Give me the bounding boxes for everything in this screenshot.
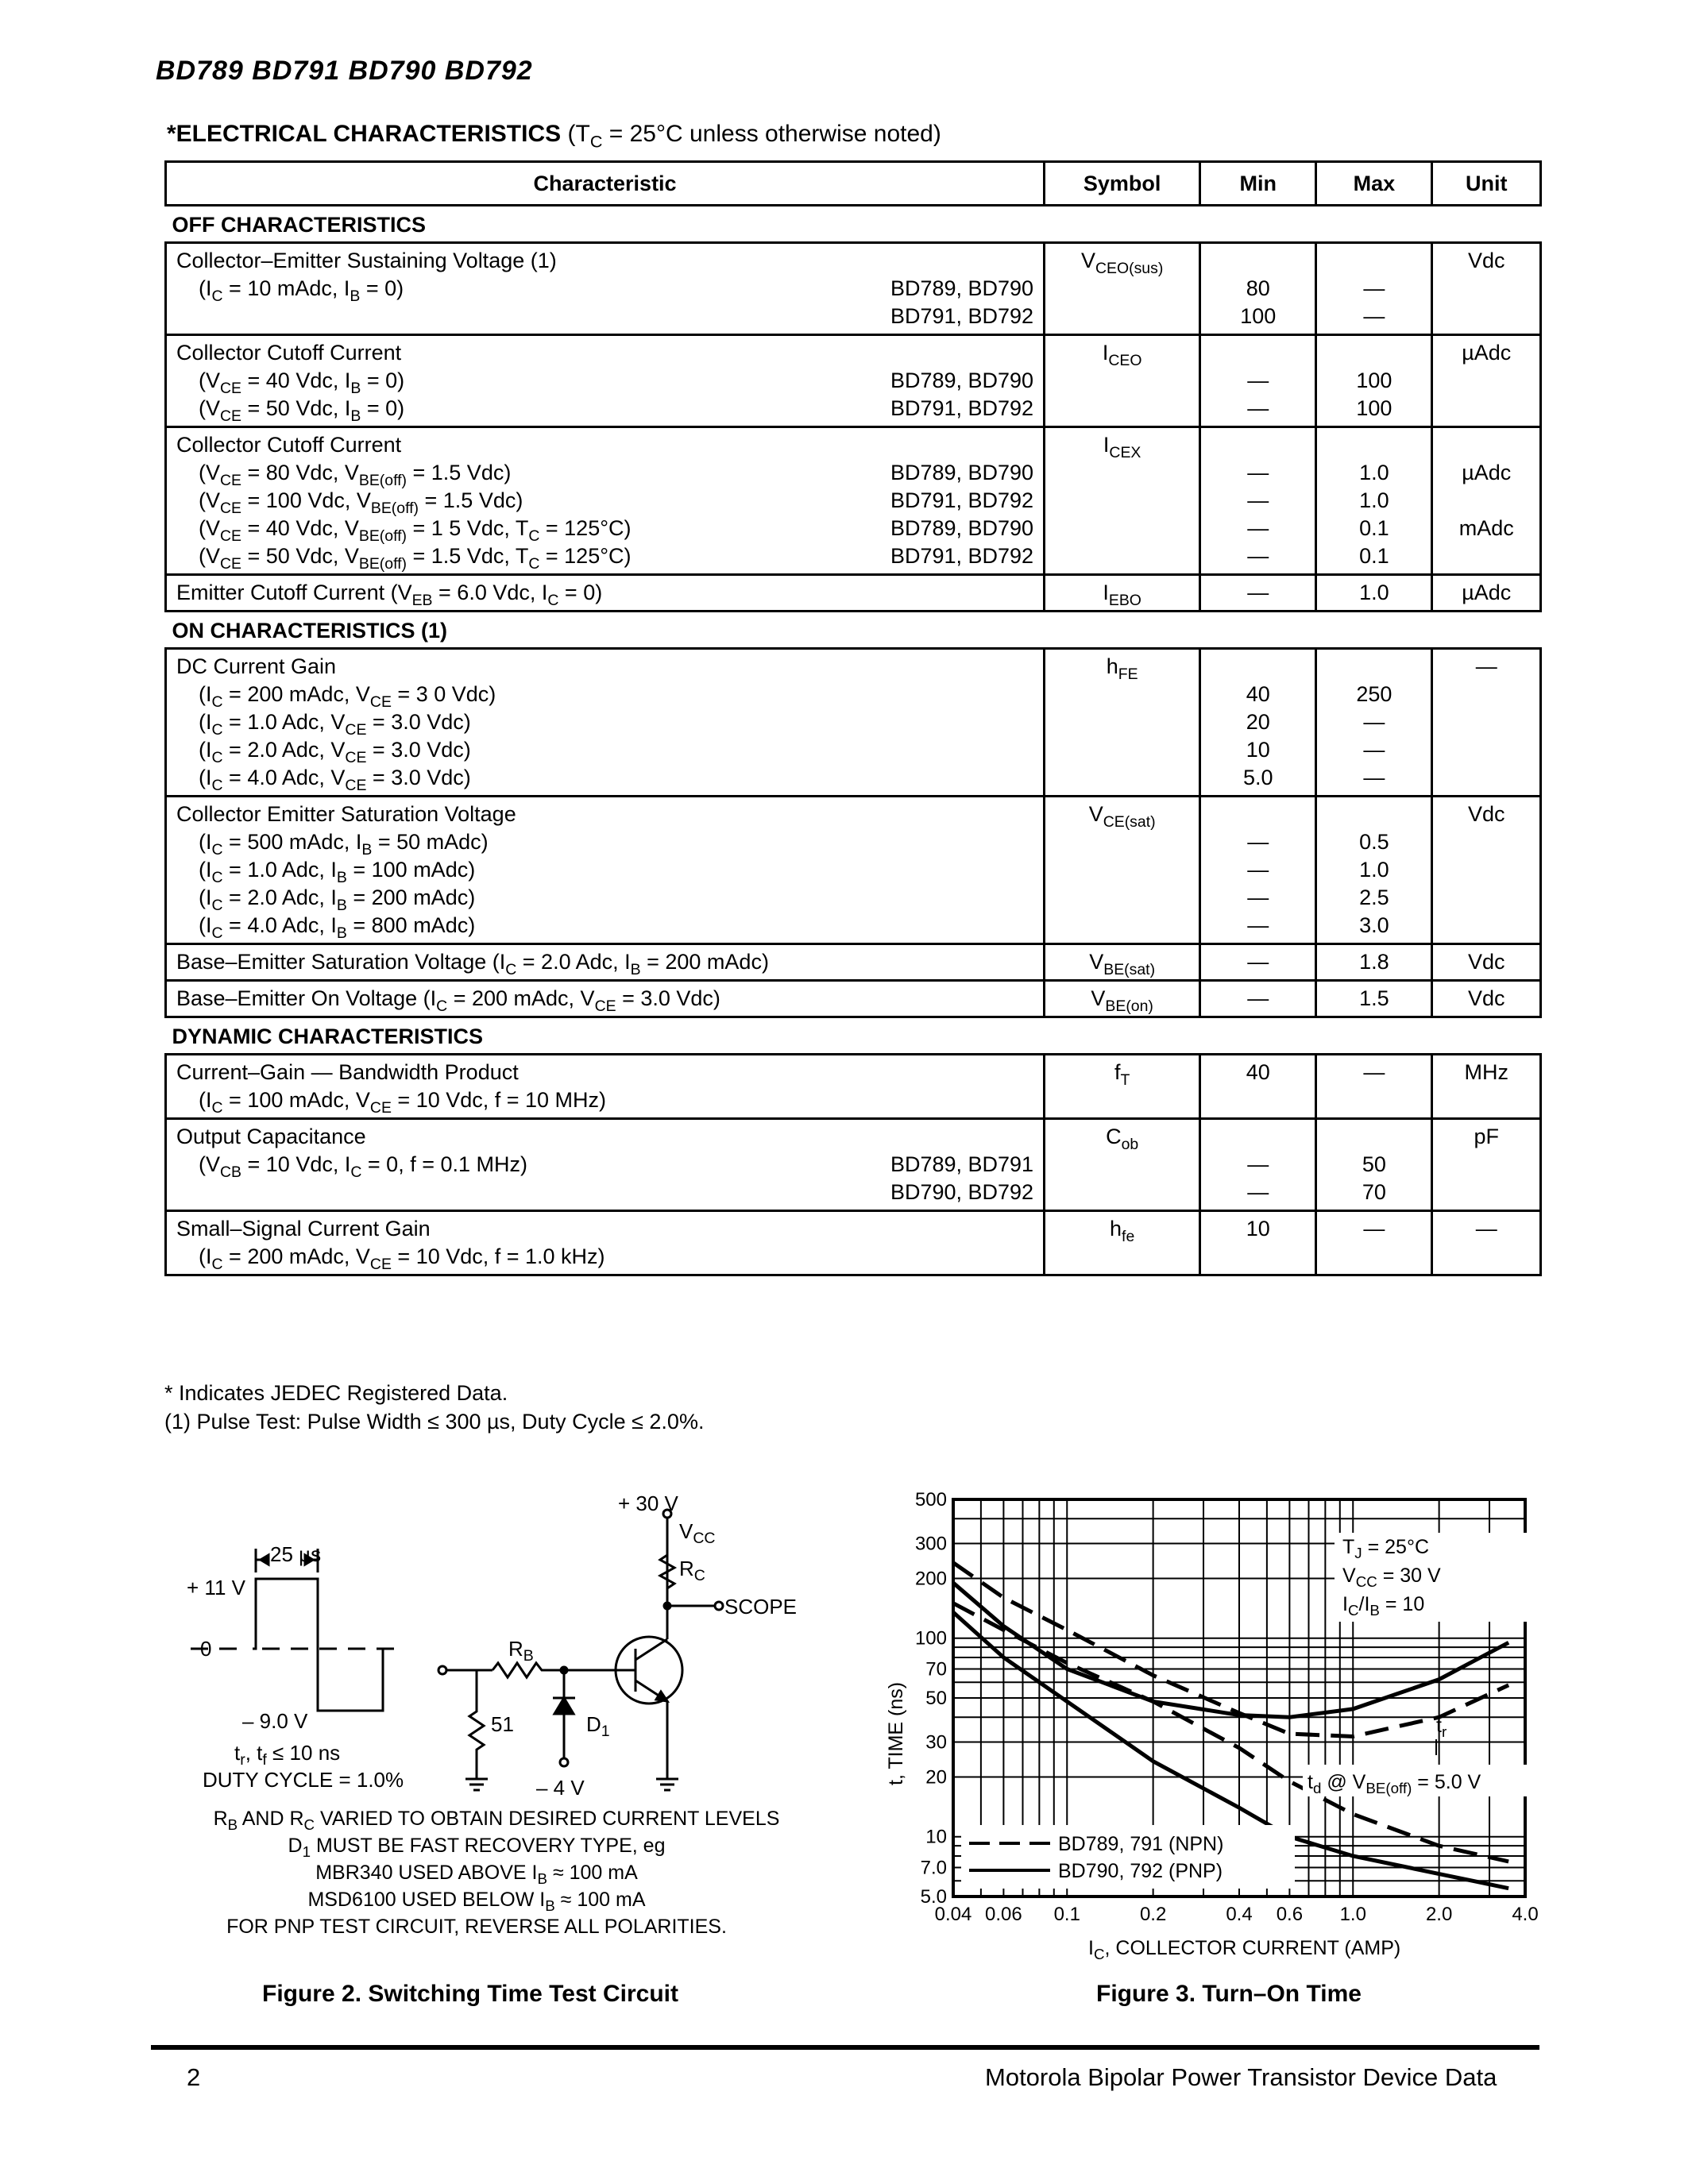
y-tick-label: 100 — [914, 1627, 947, 1650]
y-tick-label: 7.0 — [920, 1857, 947, 1879]
characteristic-name: DC Current Gain — [176, 654, 337, 678]
input-terminal — [438, 1666, 446, 1674]
y-tick-label: 50 — [925, 1688, 947, 1709]
max-cell: 0.5 1.0 2.5 3.0 — [1316, 797, 1432, 944]
table-row — [166, 575, 1541, 612]
max-cell: 250 — — — — [1316, 649, 1432, 797]
series-line-td-npn — [953, 1603, 1508, 1862]
header-symbol: Symbol — [1045, 162, 1200, 206]
unit-cell: MHz — [1432, 1055, 1541, 1119]
symbol-cell: $f_T$ — [1045, 1055, 1200, 1119]
section-on — [166, 612, 1541, 649]
symbol-cell: $V_{CEO(sus)}$ — [1045, 243, 1200, 335]
ec-condition-rest: = 25°C unless otherwise noted) — [602, 121, 941, 147]
min-cell: — — [1200, 575, 1316, 612]
symbol-cell: $I_{EBO}$ — [1045, 575, 1200, 612]
characteristic-cell — [166, 243, 1045, 335]
condition-line: ($V_{CE} = 100$ Vdc, $V_{BE(off)} = 1.5$ Vdc) BD791, BD792 — [199, 488, 1034, 517]
x-tick-label: 0.06 — [985, 1904, 1022, 1925]
section-dynamic — [166, 1017, 1541, 1055]
min-cell: — — — [1200, 335, 1316, 427]
x-tick-label: 0.1 — [1053, 1904, 1080, 1925]
characteristic-cell: Collector Emitter Saturation Voltage ($I_C = 500$ mAdc, $I_B = 50$ mAdc) ($I_C = 1.0$ Adc, $I_B = 100$ mAdc) ($I_C = 2.0$ Adc, $I_B = 200$ mAdc) ($I_C = 4.0$ Adc, $I_B = 800$ mAdc) — [166, 797, 1045, 944]
x-tick-label: 0.6 — [1276, 1904, 1304, 1925]
min-cell: — — [1200, 944, 1316, 981]
symbol-cell: $V_{BE(on)}$ — [1045, 981, 1200, 1017]
device: BD789, BD790 — [890, 276, 1034, 300]
unit-cell: Vdc — [1432, 797, 1541, 944]
diode-d1 — [553, 1698, 575, 1714]
min-cell: 80 100 — [1200, 243, 1316, 335]
max-cell: 1.0 — [1316, 575, 1432, 612]
unit-cell: µAdc — [1432, 335, 1541, 427]
rb-resistor — [492, 1663, 564, 1677]
symbol-cell: $I_{CEO}$ — [1045, 335, 1200, 427]
min-cell: 10 — [1200, 1211, 1316, 1275]
pulse-width-label: 25 µs — [270, 1542, 322, 1566]
x-tick-label: 1.0 — [1339, 1904, 1366, 1925]
characteristic-name: Current–Gain — Bandwidth Product — [176, 1060, 519, 1084]
table-row — [166, 981, 1541, 1017]
section-off — [166, 206, 1541, 243]
rb-label: RB — [508, 1637, 534, 1665]
y-axis-label: t, TIME (ns) — [885, 1681, 907, 1785]
input-pulse-waveform — [253, 1579, 383, 1711]
rise-fall-label: tr, tf ≤ 10 ns — [234, 1741, 341, 1769]
circuit-note: MSD6100 USED BELOW IB ≈ 100 mA — [307, 1889, 646, 1914]
ground-symbol — [465, 1779, 488, 1790]
y-tick-label: 200 — [914, 1568, 947, 1590]
table-row — [166, 335, 1541, 427]
x-tick-label: 2.0 — [1425, 1904, 1453, 1925]
symbol-cell: $C_{ob}$ — [1045, 1119, 1200, 1211]
electrical-characteristics-table — [164, 160, 1542, 1276]
section-title: OFF CHARACTERISTICS — [172, 213, 426, 237]
x-tick-label: 0.4 — [1226, 1904, 1253, 1925]
legend-entry-pnp: BD790, 792 (PNP) — [1058, 1860, 1223, 1882]
max-cell: 1.0 1.0 0.1 0.1 — [1316, 427, 1432, 575]
unit-cell: — — [1432, 1211, 1541, 1275]
section-title: DYNAMIC CHARACTERISTICS — [172, 1024, 483, 1048]
max-cell: 50 70 — [1316, 1119, 1432, 1211]
td-curve-label: td @ VBE(off) = 5.0 V — [1308, 1771, 1481, 1796]
symbol-cell: $V_{BE(sat)}$ — [1045, 944, 1200, 981]
min-cell: — — — [1200, 1119, 1316, 1211]
page-number: 2 — [187, 2063, 201, 2091]
unit-cell: pF — [1432, 1119, 1541, 1211]
device: BD791, BD792 — [890, 304, 1034, 328]
characteristic-cell: DC Current Gain ($I_C = 200$ mAdc, $V_{CE} = 3$ 0 Vdc) ($I_C = 1.0$ Adc, $V_{CE} = 3.0$ Vdc) ($I_C = 2.0$ Adc, $V_{CE} = 3.0$ Vdc) ($I_C = 4.0$ Adc, $V_{CE} = 3.0$ Vdc) — [166, 649, 1045, 797]
symbol-cell: $I_{CEX}$ — [1045, 427, 1200, 575]
characteristic-name: Output Capacitance — [176, 1125, 366, 1148]
y-tick-label: 300 — [914, 1533, 947, 1555]
unit-cell: Vdc — [1432, 944, 1541, 981]
footer-text: Motorola Bipolar Power Transistor Device Data — [985, 2063, 1497, 2091]
characteristic-cell: Current–Gain — Bandwidth Product ($I_C = 100$ mAdc, $V_{CE} = 10$ Vdc, f = 10 MHz) — [166, 1055, 1045, 1119]
max-cell: 1.8 — [1316, 944, 1432, 981]
supply-label: + 30 V — [618, 1493, 678, 1515]
max-cell: 1.5 — [1316, 981, 1432, 1017]
table-row — [166, 649, 1541, 797]
figure2-caption: Figure 2. Switching Time Test Circuit — [262, 1981, 678, 2007]
ec-condition-open: (T — [567, 121, 590, 147]
x-tick-label: 0.04 — [934, 1904, 972, 1925]
x-axis-label: IC, COLLECTOR CURRENT (AMP) — [1088, 1937, 1401, 1962]
footnotes — [164, 1379, 704, 1436]
tr-curve-label: tr — [1436, 1715, 1447, 1740]
header-characteristic: Characteristic — [166, 162, 1045, 206]
min-cell: — — — — — [1200, 797, 1316, 944]
figure3-caption: Figure 3. Turn–On Time — [1096, 1981, 1362, 2007]
circuit-note: FOR PNP TEST CIRCUIT, REVERSE ALL POLARITIES. — [226, 1916, 727, 1938]
v-low-label: – 9.0 V — [242, 1709, 308, 1733]
condition: ($I_C = 10$ mAdc, $I_B = 0$) — [199, 276, 404, 305]
table-row — [166, 944, 1541, 981]
min-cell: 40 20 10 5.0 — [1200, 649, 1316, 797]
legend-entry-npn: BD789, 791 (NPN) — [1058, 1833, 1224, 1855]
y-tick-label: 70 — [925, 1658, 947, 1680]
characteristic-cell: Emitter Cutoff Current ($V_{EB} = 6.0$ Vdc, $I_C = 0$) — [166, 575, 1045, 612]
switching-test-circuit — [159, 1493, 834, 1985]
y-tick-label: 20 — [925, 1766, 947, 1788]
circuit-note: D1 MUST BE FAST RECOVERY TYPE, eg — [288, 1835, 666, 1860]
y-tick-label: 5.0 — [920, 1886, 947, 1908]
y-tick-label: 500 — [914, 1489, 947, 1511]
min-cell: 40 — [1200, 1055, 1316, 1119]
table-header-row — [166, 162, 1541, 206]
circuit-note: MBR340 USED ABOVE IB ≈ 100 mA — [315, 1862, 638, 1887]
minus4v-terminal — [560, 1758, 568, 1766]
electrical-characteristics-title — [167, 121, 941, 152]
jedec-note: * Indicates JEDEC Registered Data. — [164, 1381, 508, 1405]
condition-line — [176, 303, 1033, 330]
condition-line: ($V_{CE} = 40$ Vdc, $V_{BE(off)} = 1$ 5 Vdc, $T_C = 125^\circ C$) BD789, BD790 — [199, 516, 1034, 545]
r51-label: 51 — [491, 1712, 514, 1736]
characteristic-cell: Base–Emitter On Voltage ($I_C = 200$ mAdc, $V_{CE} = 3.0$ Vdc) — [166, 981, 1045, 1017]
table-row — [166, 427, 1541, 575]
condition-tj: TJ = 25°C — [1342, 1536, 1430, 1561]
unit-cell: Vdc — [1432, 243, 1541, 335]
table-row — [166, 1119, 1541, 1211]
min-cell: — — [1200, 981, 1316, 1017]
characteristic-cell: Base–Emitter Saturation Voltage ($I_C = 2.0$ Adc, $I_B = 200$ mAdc) — [166, 944, 1045, 981]
vcc-label: VCC — [679, 1519, 716, 1547]
condition-ic-ib: IC/IB = 10 — [1342, 1593, 1425, 1619]
minus4v-label: – 4 V — [536, 1776, 585, 1800]
x-tick-label: 4.0 — [1512, 1904, 1539, 1925]
ground-symbol — [656, 1779, 678, 1790]
duty-cycle-label: DUTY CYCLE = 1.0% — [203, 1768, 404, 1792]
d1-label: D1 — [586, 1712, 610, 1740]
scope-label: SCOPE — [724, 1595, 798, 1619]
characteristic-name: Collector Emitter Saturation Voltage — [176, 802, 516, 826]
footer-rule — [151, 2045, 1539, 2050]
rc-label: RC — [679, 1557, 705, 1584]
characteristic-cell — [166, 1119, 1045, 1211]
min-cell: — — — — — [1200, 427, 1316, 575]
table-row — [166, 1211, 1541, 1275]
y-tick-label: 30 — [925, 1731, 947, 1754]
circuit-note: RB AND RC VARIED TO OBTAIN DESIRED CURRENT LEVELS — [213, 1808, 780, 1833]
characteristic-name: Small–Signal Current Gain — [176, 1217, 431, 1241]
max-cell: — — — [1316, 243, 1432, 335]
section-title: ON CHARACTERISTICS (1) — [172, 619, 448, 642]
table-row — [166, 1055, 1541, 1119]
condition-line: ($V_{CE} = 40$ Vdc, $I_B = 0$) BD789, BD790 — [199, 369, 1034, 397]
characteristic-name: Collector Cutoff Current — [176, 433, 402, 457]
x-tick-label: 0.2 — [1139, 1904, 1167, 1925]
header-unit: Unit — [1432, 162, 1541, 206]
unit-cell: Vdc — [1432, 981, 1541, 1017]
characteristic-cell: Small–Signal Current Gain ($I_C = 200$ mAdc, $V_{CE} = 10$ Vdc, f = 1.0 kHz) — [166, 1211, 1045, 1275]
ec-condition-sub: C — [589, 131, 603, 152]
condition-vcc: VCC = 30 V — [1342, 1565, 1441, 1590]
51-ohm-resistor — [469, 1670, 484, 1779]
condition-line: ($V_{CE} = 50$ Vdc, $V_{BE(off)} = 1.5$ Vdc, $T_C = 125^\circ C$) BD791, BD792 — [199, 544, 1034, 573]
table-row — [166, 797, 1541, 944]
condition-line: BD790, BD792 — [890, 1180, 1034, 1204]
condition-line — [176, 275, 1033, 303]
scope-terminal — [715, 1602, 723, 1610]
turn-on-time-chart — [874, 1484, 1541, 1976]
table-row — [166, 243, 1541, 335]
characteristic-cell — [166, 427, 1045, 575]
symbol-cell: $h_{fe}$ — [1045, 1211, 1200, 1275]
v-zero-label: 0 — [200, 1637, 212, 1661]
characteristic-name: Collector–Emitter Sustaining Voltage (1) — [176, 249, 557, 272]
condition-line: ($V_{CE} = 50$ Vdc, $I_B = 0$) BD791, BD792 — [199, 396, 1034, 425]
unit-cell: µAdc — [1432, 575, 1541, 612]
symbol-cell: $h_{FE}$ — [1045, 649, 1200, 797]
y-tick-label: 10 — [925, 1826, 947, 1848]
unit-cell: — — [1432, 649, 1541, 797]
rc-resistor — [660, 1525, 674, 1588]
symbol-cell: $V_{CE(sat)}$ — [1045, 797, 1200, 944]
header-min: Min — [1200, 162, 1316, 206]
pulse-note: (1) Pulse Test: Pulse Width ≤ 300 µs, Duty Cycle ≤ 2.0%. — [164, 1410, 705, 1433]
max-cell: — — [1316, 1055, 1432, 1119]
v-high-label: + 11 V — [187, 1576, 245, 1599]
characteristic-name: Collector Cutoff Current — [176, 341, 402, 365]
header-max: Max — [1316, 162, 1432, 206]
unit-cell: µAdc mAdc — [1432, 427, 1541, 575]
condition-line: ($V_{CE} = 80$ Vdc, $V_{BE(off)} = 1.5$ Vdc) BD789, BD790 — [199, 461, 1034, 489]
max-cell: 100 100 — [1316, 335, 1432, 427]
part-number-header: BD789 BD791 BD790 BD792 — [156, 56, 533, 86]
ec-title-text: *ELECTRICAL CHARACTERISTICS — [167, 121, 562, 147]
condition-line: ($V_{CB} = 10$ Vdc, $I_C = 0$, f = 0.1 MHz) BD789, BD791 — [199, 1152, 1034, 1181]
max-cell: — — [1316, 1211, 1432, 1275]
characteristic-cell — [166, 335, 1045, 427]
